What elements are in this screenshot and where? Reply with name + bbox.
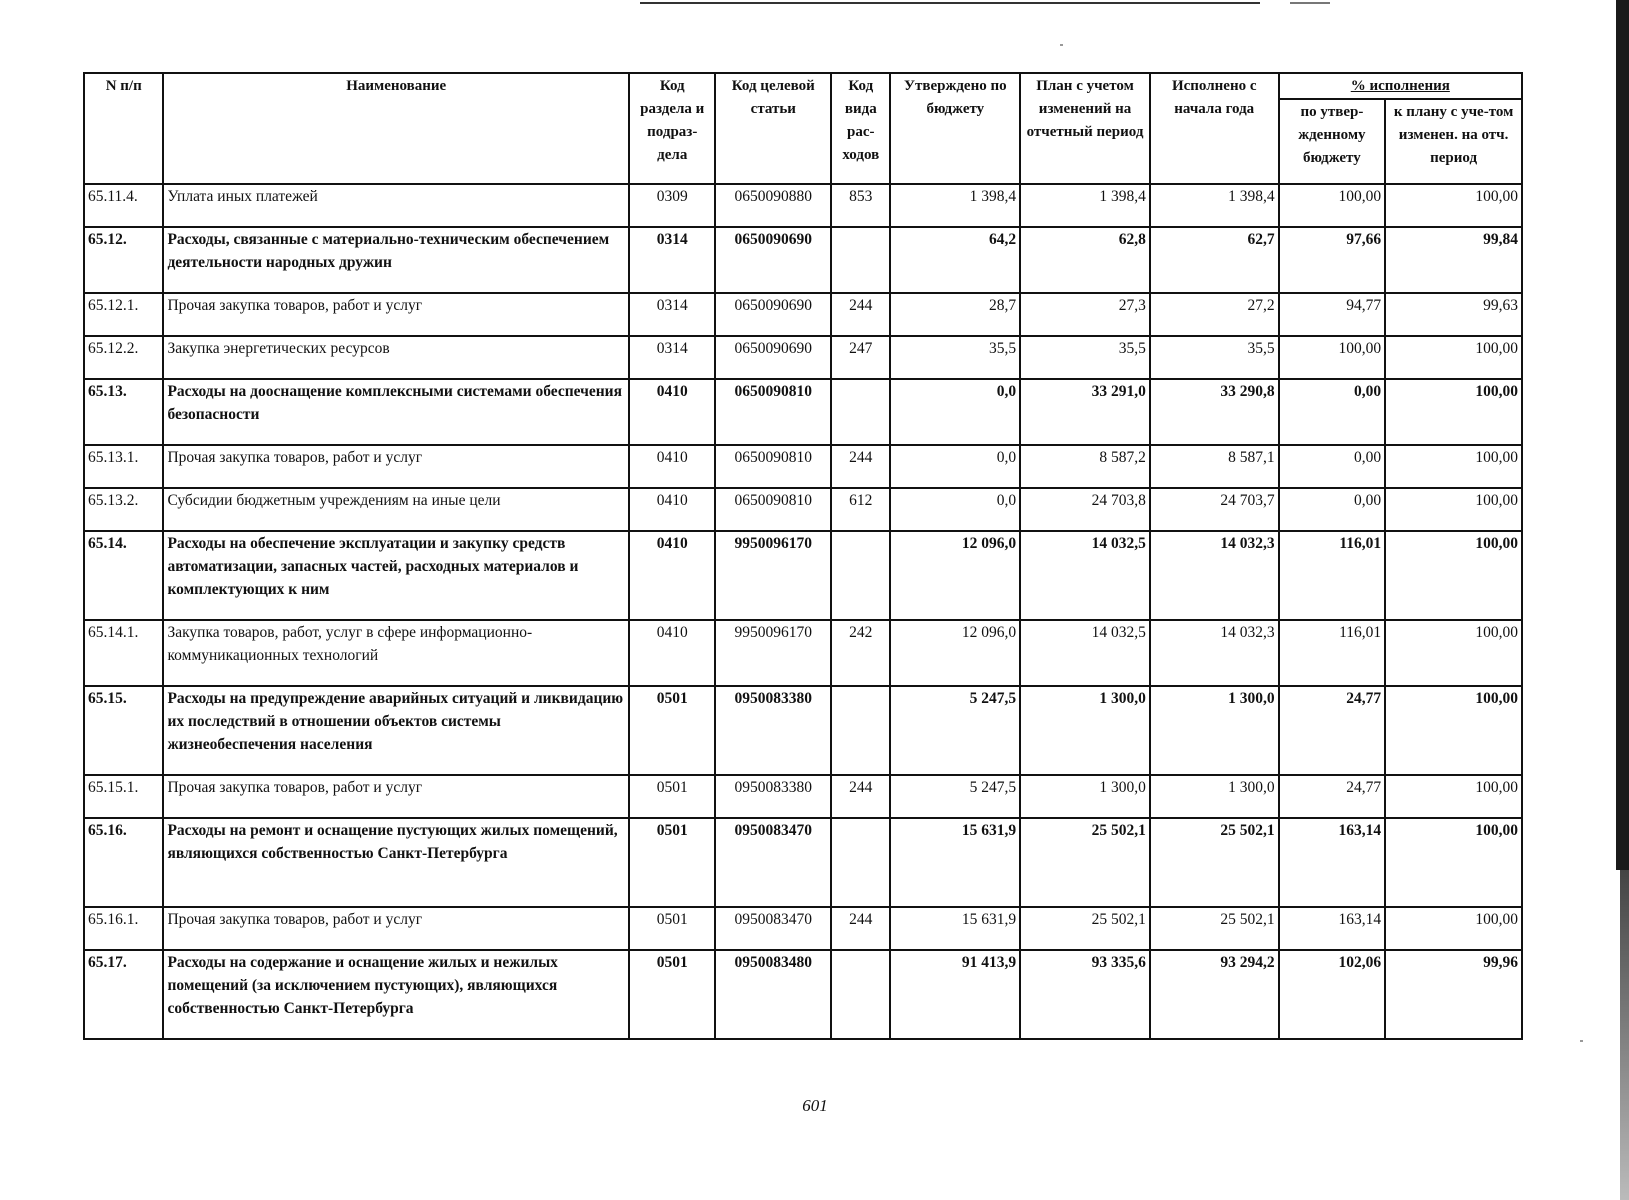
- cell-target-code: 0650090690: [715, 227, 831, 293]
- cell-pct-plan-value: 99,96: [1385, 950, 1522, 1039]
- cell-executed-value: 14 032,3: [1150, 531, 1279, 620]
- scan-right-edge: [1616, 0, 1629, 870]
- header-section-code: Код раздела и подраз-дела: [629, 73, 715, 184]
- cell-approved-value: 35,5: [890, 336, 1020, 379]
- cell-expense-code: [831, 686, 890, 775]
- cell-pct-budget-value: 0,00: [1279, 379, 1386, 445]
- cell-pct-budget-value: 24,77: [1279, 686, 1386, 775]
- cell-section-code: 0410: [629, 488, 715, 531]
- cell-executed-value: 1 398,4: [1150, 184, 1279, 227]
- cell-executed-value: 25 502,1: [1150, 907, 1279, 950]
- cell-section-code: 0501: [629, 775, 715, 818]
- cell-executed-value: 8 587,1: [1150, 445, 1279, 488]
- cell-name: Прочая закупка товаров, работ и услуг: [163, 907, 629, 950]
- cell-target-code: 0650090690: [715, 336, 831, 379]
- header-pct-group: % исполнения: [1279, 73, 1522, 99]
- cell-executed-value: 1 300,0: [1150, 775, 1279, 818]
- table-row: [84, 686, 1522, 775]
- scan-top-rule-fragment: [1290, 2, 1330, 4]
- cell-num: 65.13.2.: [84, 488, 163, 531]
- table-row: [84, 950, 1522, 1039]
- cell-pct-budget-value: 97,66: [1279, 227, 1386, 293]
- scan-speck: [1580, 1040, 1583, 1042]
- cell-expense-code: 244: [831, 775, 890, 818]
- cell-pct-budget-value: 94,77: [1279, 293, 1386, 336]
- cell-executed-value: 93 294,2: [1150, 950, 1279, 1039]
- cell-approved-value: 12 096,0: [890, 620, 1020, 686]
- cell-pct-plan-value: 100,00: [1385, 379, 1522, 445]
- cell-expense-code: 247: [831, 336, 890, 379]
- cell-section-code: 0501: [629, 818, 715, 907]
- cell-pct-budget-value: 163,14: [1279, 818, 1386, 907]
- header-executed: Исполнено с начала года: [1150, 73, 1279, 184]
- cell-pct-budget-value: 100,00: [1279, 184, 1386, 227]
- cell-target-code: 0950083480: [715, 950, 831, 1039]
- cell-expense-code: [831, 818, 890, 907]
- cell-num: 65.15.1.: [84, 775, 163, 818]
- cell-pct-budget-value: 0,00: [1279, 488, 1386, 531]
- cell-target-code: 9950096170: [715, 531, 831, 620]
- cell-target-code: 9950096170: [715, 620, 831, 686]
- cell-approved-value: 64,2: [890, 227, 1020, 293]
- cell-expense-code: [831, 227, 890, 293]
- header-target-code: Код целевой статьи: [715, 73, 831, 184]
- cell-num: 65.12.: [84, 227, 163, 293]
- cell-approved-value: 5 247,5: [890, 775, 1020, 818]
- cell-pct-budget-value: 102,06: [1279, 950, 1386, 1039]
- cell-plan-value: 8 587,2: [1020, 445, 1150, 488]
- table-row: [84, 488, 1522, 531]
- cell-pct-budget-value: 0,00: [1279, 445, 1386, 488]
- cell-approved-value: 15 631,9: [890, 818, 1020, 907]
- cell-plan-value: 33 291,0: [1020, 379, 1150, 445]
- table-row: [84, 336, 1522, 379]
- cell-pct-plan-value: 100,00: [1385, 775, 1522, 818]
- header-num: N п/п: [84, 73, 163, 184]
- cell-pct-plan-value: 100,00: [1385, 531, 1522, 620]
- cell-plan-value: 1 300,0: [1020, 686, 1150, 775]
- cell-expense-code: [831, 950, 890, 1039]
- cell-section-code: 0501: [629, 950, 715, 1039]
- cell-approved-value: 0,0: [890, 488, 1020, 531]
- cell-name: Прочая закупка товаров, работ и услуг: [163, 293, 629, 336]
- cell-name: Расходы на обеспечение эксплуатации и закупку средств автоматизации, запасных частей, расходных материалов и комплектующих к ним: [163, 531, 629, 620]
- cell-executed-value: 62,7: [1150, 227, 1279, 293]
- cell-name: Прочая закупка товаров, работ и услуг: [163, 445, 629, 488]
- table-row: [84, 620, 1522, 686]
- cell-pct-plan-value: 99,63: [1385, 293, 1522, 336]
- cell-num: 65.14.1.: [84, 620, 163, 686]
- cell-name: Закупка товаров, работ, услуг в сфере информационно-коммуникационных технологий: [163, 620, 629, 686]
- cell-plan-value: 25 502,1: [1020, 907, 1150, 950]
- cell-plan-value: 93 335,6: [1020, 950, 1150, 1039]
- cell-num: 65.16.: [84, 818, 163, 907]
- cell-section-code: 0314: [629, 336, 715, 379]
- page-number: 601: [802, 1096, 828, 1115]
- scan-speck: [1060, 44, 1063, 46]
- cell-target-code: 0650090880: [715, 184, 831, 227]
- cell-num: 65.11.4.: [84, 184, 163, 227]
- cell-expense-code: [831, 379, 890, 445]
- header-approved: Утверждено по бюджету: [890, 73, 1020, 184]
- cell-num: 65.17.: [84, 950, 163, 1039]
- scan-top-rule: [640, 2, 1260, 4]
- cell-plan-value: 24 703,8: [1020, 488, 1150, 531]
- cell-executed-value: 14 032,3: [1150, 620, 1279, 686]
- cell-pct-budget-value: 116,01: [1279, 620, 1386, 686]
- cell-section-code: 0410: [629, 531, 715, 620]
- cell-approved-value: 0,0: [890, 445, 1020, 488]
- table-row: [84, 531, 1522, 620]
- scan-right-edge-shadow: [1620, 870, 1629, 1200]
- cell-name: Субсидии бюджетным учреждениям на иные цели: [163, 488, 629, 531]
- cell-plan-value: 14 032,5: [1020, 531, 1150, 620]
- header-plan: План с учетом изменений на отчетный период: [1020, 73, 1150, 184]
- cell-expense-code: 612: [831, 488, 890, 531]
- cell-target-code: 0950083380: [715, 775, 831, 818]
- table-row: [84, 445, 1522, 488]
- cell-target-code: 0950083470: [715, 818, 831, 907]
- cell-section-code: 0501: [629, 907, 715, 950]
- cell-section-code: 0309: [629, 184, 715, 227]
- table-row: [84, 818, 1522, 907]
- table-body: [84, 184, 1522, 1039]
- cell-name: Расходы на содержание и оснащение жилых и нежилых помещений (за исключением пустующих), являющихся собственностью Санкт-Петербурга: [163, 950, 629, 1039]
- cell-name: Закупка энергетических ресурсов: [163, 336, 629, 379]
- cell-expense-code: 244: [831, 445, 890, 488]
- cell-name: Прочая закупка товаров, работ и услуг: [163, 775, 629, 818]
- cell-executed-value: 25 502,1: [1150, 818, 1279, 907]
- cell-target-code: 0950083470: [715, 907, 831, 950]
- budget-execution-table: [83, 72, 1523, 1040]
- cell-executed-value: 1 300,0: [1150, 686, 1279, 775]
- cell-plan-value: 27,3: [1020, 293, 1150, 336]
- cell-approved-value: 28,7: [890, 293, 1020, 336]
- header-expense-code: Код вида рас-ходов: [831, 73, 890, 184]
- header-pct-plan: к плану с уче-том изменен. на отч. период: [1385, 99, 1522, 184]
- cell-pct-budget-value: 116,01: [1279, 531, 1386, 620]
- cell-approved-value: 91 413,9: [890, 950, 1020, 1039]
- cell-pct-plan-value: 100,00: [1385, 184, 1522, 227]
- table-row: [84, 293, 1522, 336]
- cell-name: Расходы на дооснащение комплексными системами обеспечения безопасности: [163, 379, 629, 445]
- cell-pct-plan-value: 100,00: [1385, 488, 1522, 531]
- cell-num: 65.14.: [84, 531, 163, 620]
- cell-name: Расходы, связанные с материально-техническим обеспечением деятельности народных дружин: [163, 227, 629, 293]
- cell-plan-value: 1 300,0: [1020, 775, 1150, 818]
- cell-name: Расходы на предупреждение аварийных ситуаций и ликвидацию их последствий в отношении объектов системы жизнеобеспечения населения: [163, 686, 629, 775]
- cell-target-code: 0650090810: [715, 488, 831, 531]
- table-row: [84, 227, 1522, 293]
- cell-approved-value: 5 247,5: [890, 686, 1020, 775]
- cell-approved-value: 12 096,0: [890, 531, 1020, 620]
- cell-executed-value: 27,2: [1150, 293, 1279, 336]
- cell-expense-code: [831, 531, 890, 620]
- cell-num: 65.12.1.: [84, 293, 163, 336]
- table-header-row: [84, 73, 1522, 99]
- cell-plan-value: 14 032,5: [1020, 620, 1150, 686]
- cell-pct-plan-value: 99,84: [1385, 227, 1522, 293]
- cell-name: Уплата иных платежей: [163, 184, 629, 227]
- cell-pct-plan-value: 100,00: [1385, 818, 1522, 907]
- cell-executed-value: 35,5: [1150, 336, 1279, 379]
- cell-expense-code: 244: [831, 907, 890, 950]
- cell-plan-value: 62,8: [1020, 227, 1150, 293]
- cell-section-code: 0410: [629, 379, 715, 445]
- table-row: [84, 775, 1522, 818]
- table-row: [84, 184, 1522, 227]
- cell-target-code: 0650090690: [715, 293, 831, 336]
- cell-num: 65.15.: [84, 686, 163, 775]
- cell-section-code: 0501: [629, 686, 715, 775]
- cell-pct-budget-value: 163,14: [1279, 907, 1386, 950]
- cell-pct-budget-value: 24,77: [1279, 775, 1386, 818]
- cell-expense-code: 242: [831, 620, 890, 686]
- cell-plan-value: 35,5: [1020, 336, 1150, 379]
- cell-num: 65.16.1.: [84, 907, 163, 950]
- cell-plan-value: 25 502,1: [1020, 818, 1150, 907]
- cell-approved-value: 1 398,4: [890, 184, 1020, 227]
- cell-section-code: 0410: [629, 620, 715, 686]
- table-row: [84, 907, 1522, 950]
- table-row: [84, 379, 1522, 445]
- cell-pct-plan-value: 100,00: [1385, 336, 1522, 379]
- cell-target-code: 0650090810: [715, 379, 831, 445]
- cell-target-code: 0650090810: [715, 445, 831, 488]
- cell-section-code: 0410: [629, 445, 715, 488]
- header-name: Наименование: [163, 73, 629, 184]
- cell-executed-value: 33 290,8: [1150, 379, 1279, 445]
- cell-expense-code: 244: [831, 293, 890, 336]
- cell-pct-budget-value: 100,00: [1279, 336, 1386, 379]
- cell-num: 65.13.: [84, 379, 163, 445]
- cell-section-code: 0314: [629, 293, 715, 336]
- cell-executed-value: 24 703,7: [1150, 488, 1279, 531]
- cell-plan-value: 1 398,4: [1020, 184, 1150, 227]
- cell-approved-value: 0,0: [890, 379, 1020, 445]
- cell-num: 65.13.1.: [84, 445, 163, 488]
- cell-approved-value: 15 631,9: [890, 907, 1020, 950]
- cell-section-code: 0314: [629, 227, 715, 293]
- header-pct-budget: по утвер-жденному бюджету: [1279, 99, 1386, 184]
- cell-num: 65.12.2.: [84, 336, 163, 379]
- cell-pct-plan-value: 100,00: [1385, 907, 1522, 950]
- cell-name: Расходы на ремонт и оснащение пустующих жилых помещений, являющихся собственностью Санкт-Петербурга: [163, 818, 629, 907]
- cell-pct-plan-value: 100,00: [1385, 686, 1522, 775]
- cell-target-code: 0950083380: [715, 686, 831, 775]
- cell-pct-plan-value: 100,00: [1385, 620, 1522, 686]
- cell-pct-plan-value: 100,00: [1385, 445, 1522, 488]
- cell-expense-code: 853: [831, 184, 890, 227]
